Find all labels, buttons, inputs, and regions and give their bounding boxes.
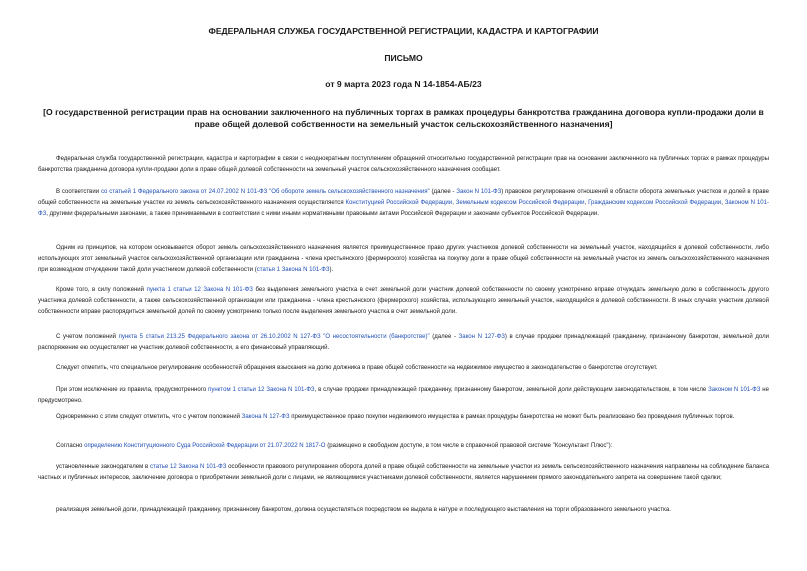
text-segment: При этом исключение из правила, предусмотренного	[56, 387, 209, 393]
paragraph-priority-right	[38, 243, 769, 276]
text-segment: преимущественное право покупки недвижимого имущества в рамках процедуры банкротства не может быть реализовано без проведения публичных торгов.	[289, 414, 735, 420]
paragraph-bankruptcy-law	[38, 332, 769, 354]
link-law-101-c[interactable]: Законом N 101-ФЗ	[708, 387, 761, 393]
document-date-number: от 9 марта 2023 года N 14-1854-АБ/23	[325, 79, 482, 89]
text-segment: Кроме того, в силу положений	[56, 287, 147, 293]
document-type: ПИСЬМО	[384, 53, 423, 63]
link-land-code[interactable]: Земельным кодексом Российской Федерации	[455, 200, 585, 206]
text-segment: Согласно	[56, 443, 85, 449]
text-segment: ,	[452, 200, 456, 206]
link-law-101-b[interactable]: Законом N 101-ФЗ	[38, 200, 769, 217]
text-segment: Одним из принципов, на котором основывается оборот земель сельскохозяйственного назначения является преимущественное право других участников долевой собственности на земельный участок, находящийся в долевой собственности, либо использующих этот земельный участок сельскохозяйственной организации или гражданина - члена крестьянского (фермерского) хозяйства на покупку доли в праве общей собственности на земельный участок из земель сельскохозяйственного назначения при возмездном отчуждении такой доли участником долевой собственности (	[38, 245, 769, 273]
paragraph-legal-basis	[38, 187, 769, 220]
paragraph-special-regulation: Следует отметить, что специальное регулирование особенностей обращения взыскания на долю должника в праве общей собственности на недвижимое имущество в законодательстве о банкротстве отсутствует.	[56, 365, 658, 371]
link-article-1[interactable]: статья 1 Закона N 101-ФЗ	[256, 267, 330, 273]
text-segment: установленные законодателем в	[56, 464, 150, 470]
text-segment: В соответствии	[56, 189, 101, 195]
agency-title: ФЕДЕРАЛЬНАЯ СЛУЖБА ГОСУДАРСТВЕННОЙ РЕГИСТРАЦИИ, КАДАСТРА И КАРТОГРАФИИ	[208, 26, 599, 36]
link-law-127[interactable]: Закон N 127-ФЗ	[458, 334, 505, 340]
link-law-101-art1[interactable]: со статьей 1 Федерального закона от 24.07.2002 N 101-ФЗ "Об обороте земель сельскохозяйственного назначения"	[100, 189, 430, 195]
link-law-127-b[interactable]: Закона N 127-ФЗ	[241, 414, 290, 420]
text-segment: (размещено в свободном доступе, в том числе в справочной правовой системе "Консультант Плюс"):	[325, 443, 613, 449]
link-article-12-p1-b[interactable]: пунктом 1 статьи 12 Закона N 101-ФЗ	[208, 387, 315, 393]
text-segment: без выделения земельного участка в счет земельной доли участник долевой собственности по своему усмотрению вправе отчуждать земельную долю в собственность другого участника долевой собственности, а также сельскохозяйственной организации или гражданина - члена крестьянского (фермерского) хозяйства, использующего земельный участок, находящийся в долевой собственности. В иных случаях участник долевой собственности вправе распорядиться земельной долей по своему усмотрению только после выделения земельного участка в счет земельной доли.	[38, 287, 769, 315]
paragraph-realization: реализация земельной доли, принадлежащей гражданину, признанному банкротом, должна осуществляться посредством ее выдела в натуре и последующего выставления на торги образованного земельного участка.	[56, 507, 671, 513]
link-court-ruling[interactable]: определению Конституционного Суда Российской Федерации от 21.07.2022 N 1817-О	[84, 443, 326, 449]
text-segment: не предусмотрено.	[38, 387, 769, 404]
text-segment: ).	[329, 267, 334, 273]
link-law-101[interactable]: Закон N 101-ФЗ	[456, 189, 502, 195]
text-segment: С учетом положений	[56, 334, 119, 340]
link-constitution[interactable]: Конституцией Российской Федерации	[345, 200, 453, 206]
text-segment: (далее -	[429, 189, 457, 195]
text-segment: ,	[721, 200, 725, 206]
text-segment: Одновременно с этим следует отметить, что с учетом положений	[56, 414, 242, 420]
link-article-12[interactable]: статье 12 Закона N 101-ФЗ	[149, 464, 227, 470]
text-segment: ,	[584, 200, 589, 206]
document-subject: [О государственной регистрации прав на основании заключенного на публичных торгах в рамках процедуры банкротства гражданина договора купли-продажи доли в праве общей долевой собственности на земельный участок сельскохозяйственного назначения]	[43, 107, 764, 129]
text-segment: ) в случае продажи принадлежащей гражданину, признанному банкротом, земельной доли распоряжение ею осуществляет не участник долевой собственности, а его финансовый управляющий.	[38, 334, 770, 351]
text-segment: , другими федеральными законами, а также принимаемыми в соответствии с ними иными нормативными правовыми актами Российской Федерации и законами субъектов Российской Федерации.	[46, 211, 599, 217]
paragraph-exception	[38, 385, 769, 407]
link-article-12-p1[interactable]: пункта 1 статьи 12 Закона N 101-ФЗ	[146, 287, 253, 293]
paragraph-article-12	[38, 285, 769, 318]
link-law-127-art213[interactable]: пункта 5 статьи 213.25 Федерального закона от 26.10.2002 N 127-ФЗ "О несостоятельности (банкротстве)"	[118, 334, 430, 340]
paragraph-intro: Федеральная служба государственной регистрации, кадастра и картографии в связи с неоднократным поступлением обращений относительно государственной регистрации прав на основании заключенного на публичных торгах в рамках процедуры банкротства гражданина договора купли-продажи доли в праве общей долевой собственности на земельный участок сельскохозяйственного назначения сообщает.	[38, 156, 769, 173]
paragraph-court-ruling	[38, 441, 769, 452]
text-segment: , в случае продажи принадлежащей гражданину, признанному банкротом, земельной доли действующим законодательством, в том числе	[314, 387, 709, 393]
text-segment: особенности правового регулирования оборота долей в праве общей собственности на земельные участки из земель сельскохозяйственного назначения направлены на соблюдение баланса частных и публичных интересов, заключение договора о приобретении земельной доли с лицами, не являющимися участниками долевой собственности, является нарушением прямого законодательного запрета на совершение такой сделки;	[38, 464, 769, 481]
link-civil-code[interactable]: Гражданским кодексом Российской Федерации	[588, 200, 722, 206]
text-segment: (далее -	[429, 334, 459, 340]
text-segment: ) правовое регулирование отношений в области оборота земельных участков и долей в праве общей собственности на земельные участки из земель сельскохозяйственного назначения осуществляется	[38, 189, 769, 206]
paragraph-balance-interests	[38, 462, 769, 484]
paragraph-public-auction	[38, 412, 769, 423]
